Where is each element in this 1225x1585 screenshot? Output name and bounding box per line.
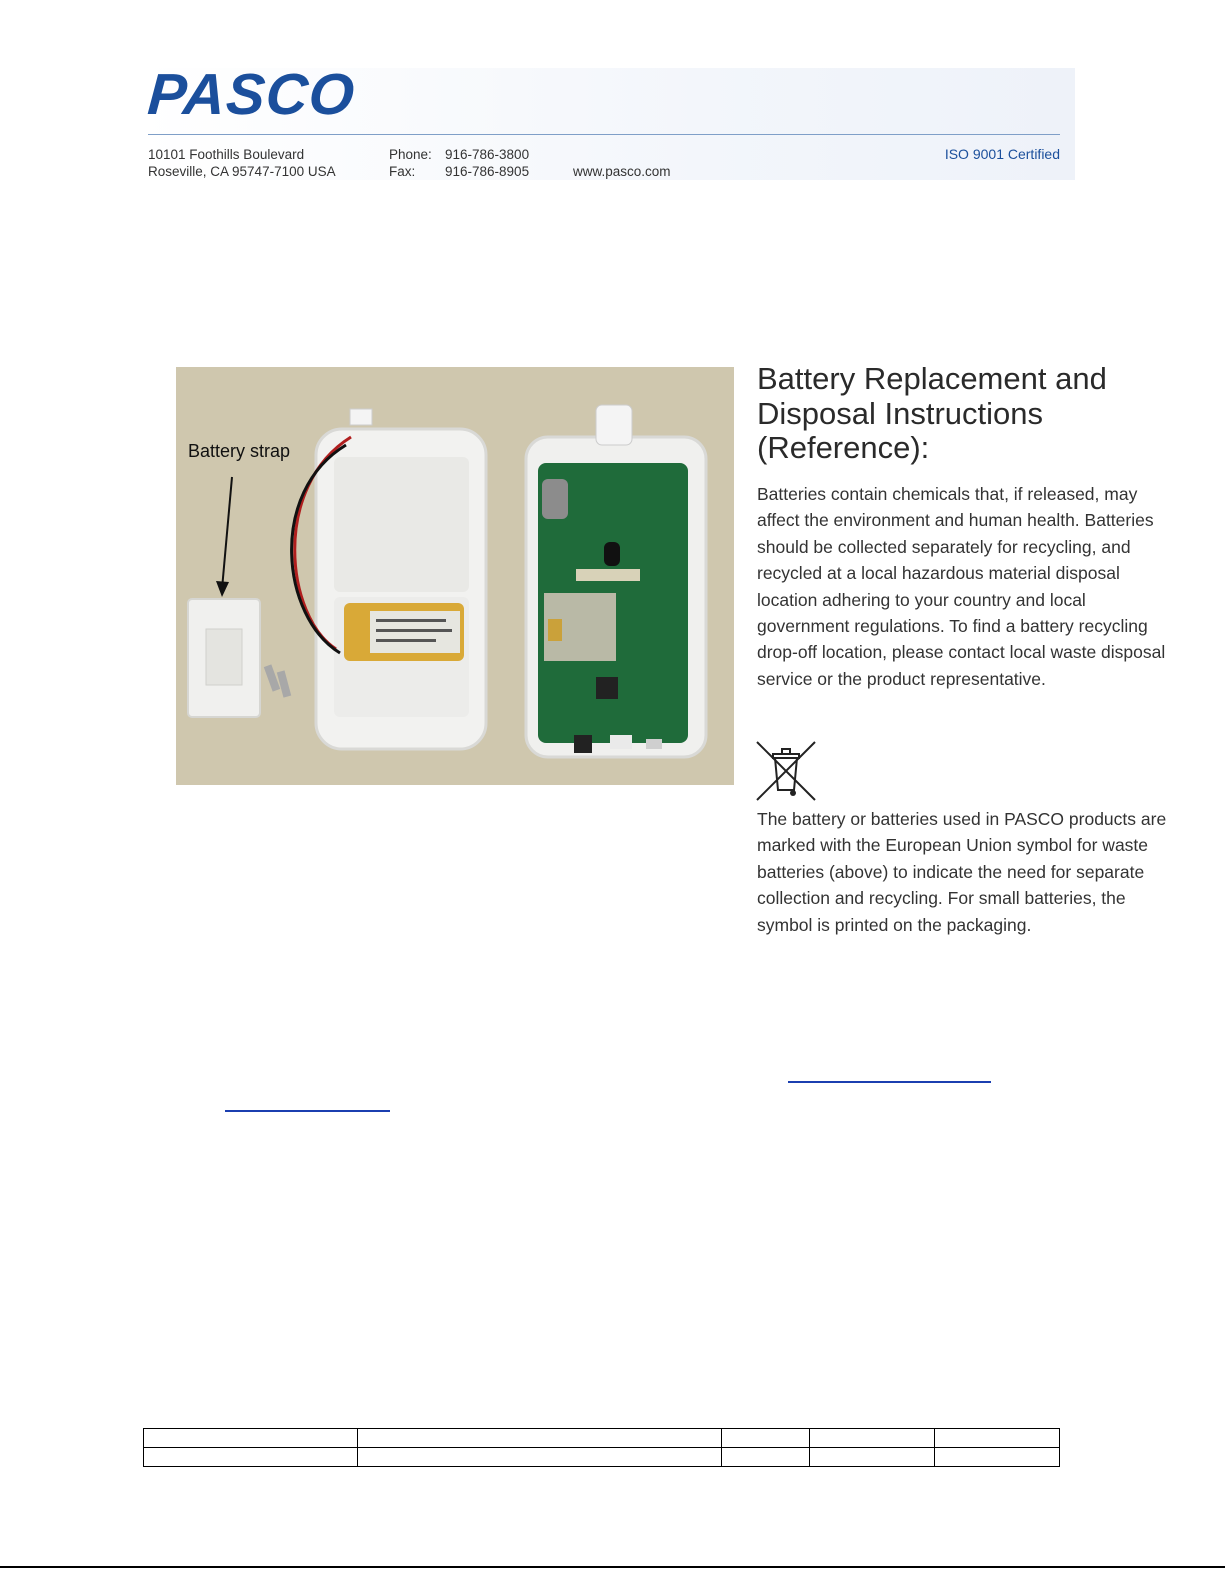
table-cell [722,1429,810,1448]
recycling-paragraph: Batteries contain chemicals that, if released, may affect the environment and human health. Batteries should be collected separately for recycling, and recycled at a local hazardous material disposal location adhering to your country and local government regulations. To find a battery recycling drop-off location, please contact local waste disposal service or the product representative. [757,484,1166,689]
table-cell [357,1448,722,1467]
hyperlink-underline-2[interactable] [225,1110,390,1112]
page-bottom-rule [0,1566,1225,1568]
contact-labels [389,146,432,180]
table-row [144,1429,1060,1448]
table-cell [935,1448,1060,1467]
section-heading: Battery Replacement and Disposal Instructions (Reference): [757,361,1107,465]
phone-value: 916-786-3800 [445,147,530,162]
pasco-logo: PASCO [145,62,358,127]
table-cell [144,1448,358,1467]
table-cell [357,1429,722,1448]
eu-symbol-paragraph: The battery or batteries used in PASCO products are marked with the European Union symbol for waste batteries (above) to indicate the need for separate collection and recycling. For small batteries, the symbol is printed on the packaging. [757,809,1167,935]
table-cell [722,1448,810,1467]
table-cell [935,1429,1060,1448]
fax-label: Fax: [389,164,416,179]
letterhead-rule [148,134,1060,135]
website-text: www.pasco.com [573,164,671,179]
hyperlink-underline-1[interactable] [788,1081,991,1083]
crossed-out-wheelie-bin-icon [755,740,817,802]
fax-value: 916-786-8905 [445,164,530,179]
battery-strap-label: Battery strap [188,441,291,461]
phone-label: Phone: [389,147,432,162]
battery-photo [176,367,734,785]
table-cell [144,1429,358,1448]
address-line-1: 10101 Foothills Boulevard [148,147,305,162]
table-cell [810,1429,935,1448]
table-cell [810,1448,935,1467]
iso-certification: ISO 9001 Certified [944,146,1060,162]
contact-values [445,146,529,180]
address-block [148,146,336,180]
battery-photo-drawing [176,367,734,785]
footer-table [143,1428,1060,1467]
address-line-2: Roseville, CA 95747-7100 USA [148,164,336,179]
table-row [144,1448,1060,1467]
